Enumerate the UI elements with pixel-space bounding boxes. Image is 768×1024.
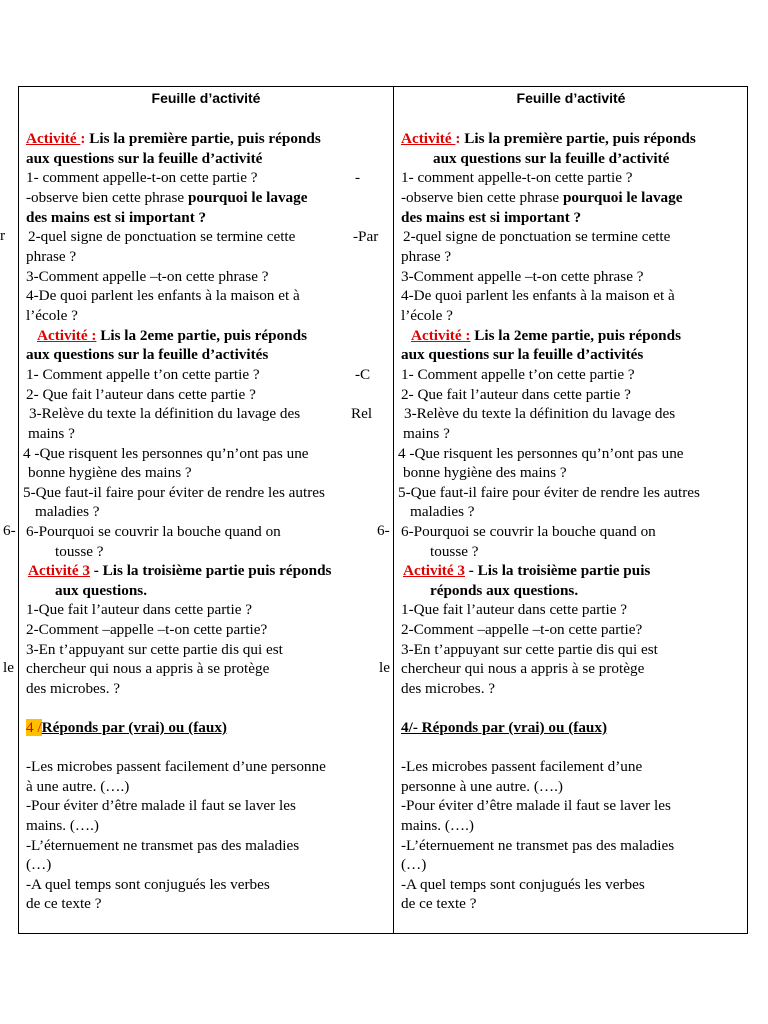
- left-act4-s2b: mains. (….): [26, 817, 99, 834]
- left-act3-q2: 2-Comment –appelle –t-on cette partie?: [26, 621, 268, 638]
- left-act4-s3b: (…): [26, 856, 52, 873]
- left-act2-q4a: 4 -Que risquent les personnes qu’n’ont pas une: [23, 445, 309, 462]
- left-act3-q3b: chercheur qui nous a appris à se protège: [26, 660, 270, 677]
- left-act2-q6a: 6-Pourquoi se couvrir la bouche quand on: [26, 523, 281, 540]
- left-act2-q2: 2- Que fait l’auteur dans cette partie ?: [26, 386, 256, 403]
- left-act3-heading-b: aux questions.: [55, 582, 148, 599]
- left-margin-par: -Par: [353, 228, 379, 245]
- left-title: Feuille d’activité: [151, 90, 261, 106]
- right-act2-q5a: 5-Que faut-il faire pour éviter de rendre les autres: [398, 484, 700, 501]
- left-act4-s4a: -A quel temps sont conjugués les verbes: [26, 876, 270, 893]
- left-act1-heading: Activité : Lis la première partie, puis réponds: [26, 130, 321, 147]
- left-margin-dash: -: [355, 169, 361, 186]
- left-act4-heading: 4 /Réponds par (vrai) ou (faux): [26, 719, 227, 736]
- right-act4-s1a: -Les microbes passent facilement d’une: [401, 758, 643, 775]
- right-act2-q1: 1- Comment appelle t’on cette partie ?: [401, 366, 635, 383]
- left-act1-q4b: l’école ?: [26, 307, 78, 324]
- right-act2-q6a: 6-Pourquoi se couvrir la bouche quand on: [401, 523, 656, 540]
- right-act1-q2b: phrase ?: [401, 248, 452, 265]
- right-act1-q3: 3-Comment appelle –t-on cette phrase ?: [401, 268, 644, 285]
- left-act4-s2a: -Pour éviter d’être malade il faut se laver les: [26, 797, 296, 814]
- left-act3-q1: 1-Que fait l’auteur dans cette partie ?: [26, 601, 253, 618]
- left-act4-s4b: de ce texte ?: [26, 895, 102, 912]
- right-act2-q3b: mains ?: [403, 425, 450, 442]
- right-act1-q1c: des mains est si important ?: [401, 209, 582, 226]
- outer-margin-le-left: le: [3, 659, 14, 676]
- outer-margin-r: r: [0, 227, 6, 244]
- right-act4-s2a: -Pour éviter d’être malade il faut se laver les: [401, 797, 671, 814]
- left-act4-s1b: à une autre. (….): [26, 778, 130, 795]
- right-act1-q4a: 4-De quoi parlent les enfants à la maison et à: [401, 287, 675, 304]
- right-act1-q1b: -observe bien cette phrase pourquoi le lavage: [401, 189, 683, 206]
- left-act2-q4b: bonne hygiène des mains ?: [28, 464, 192, 481]
- left-act3-q3c: des microbes. ?: [26, 680, 121, 697]
- right-act3-q3a: 3-En t’appuyant sur cette partie dis qui est: [401, 641, 658, 658]
- left-act1-q1c: des mains est si important ?: [26, 209, 207, 226]
- left-act1-q1: 1- comment appelle-t-on cette partie ?: [26, 169, 258, 186]
- left-act3-heading: Activité 3 - Lis la troisième partie puis réponds: [28, 562, 332, 579]
- left-column: [19, 87, 394, 933]
- right-act3-q3b: chercheur qui nous a appris à se protège: [401, 660, 645, 677]
- right-act2-q4b: bonne hygiène des mains ?: [403, 464, 567, 481]
- outer-margin-six-left: 6-: [3, 522, 16, 539]
- right-act3-q3c: des microbes. ?: [401, 680, 496, 697]
- right-act1-heading: Activité : Lis la première partie, puis réponds: [401, 130, 696, 147]
- right-act2-q4a: 4 -Que risquent les personnes qu’n’ont pas une: [398, 445, 684, 462]
- right-act1-q2a: 2-quel signe de ponctuation se termine cette: [403, 228, 671, 245]
- left-act2-q5a: 5-Que faut-il faire pour éviter de rendre les autres: [23, 484, 325, 501]
- left-act2-q6b: tousse ?: [55, 543, 104, 560]
- right-act2-q3a: 3-Relève du texte la définition du lavage des: [404, 405, 676, 422]
- right-act2-q5b: maladies ?: [410, 503, 475, 520]
- right-act4-s4b: de ce texte ?: [401, 895, 477, 912]
- left-act4-s1a: -Les microbes passent facilement d’une personne: [26, 758, 326, 775]
- right-act1-heading-b: aux questions sur la feuille d’activité: [433, 150, 670, 167]
- right-act4-s1b: personne à une autre. (….): [401, 778, 563, 795]
- left-margin-c: -C: [355, 366, 371, 383]
- right-act2-heading: Activité : Lis la 2eme partie, puis réponds: [411, 327, 681, 344]
- right-act1-q4b: l’école ?: [401, 307, 453, 324]
- right-act3-heading: Activité 3 - Lis la troisième partie puis: [403, 562, 651, 579]
- right-act3-q2: 2-Comment –appelle –t-on cette partie?: [401, 621, 643, 638]
- left-act2-q3b: mains ?: [28, 425, 75, 442]
- left-act2-q5b: maladies ?: [35, 503, 100, 520]
- left-act2-q3a: 3-Relève du texte la définition du lavage des: [29, 405, 301, 422]
- left-act4-s3a: -L’éternuement ne transmet pas des maladies: [26, 837, 300, 854]
- right-act4-s4a: -A quel temps sont conjugués les verbes: [401, 876, 645, 893]
- left-act1-q2b: phrase ?: [26, 248, 77, 265]
- outer-margin-six-right: 6-: [377, 522, 390, 539]
- left-act1-heading-b: aux questions sur la feuille d’activité: [26, 150, 263, 167]
- right-column: [393, 87, 749, 933]
- left-act1-q2a: 2-quel signe de ponctuation se termine cette: [28, 228, 296, 245]
- left-act1-q4a: 4-De quoi parlent les enfants à la maison et à: [26, 287, 300, 304]
- activity-sheet: [18, 86, 748, 934]
- right-act4-heading: 4/- Réponds par (vrai) ou (faux): [401, 719, 608, 736]
- left-act2-q1: 1- Comment appelle t’on cette partie ?: [26, 366, 260, 383]
- right-act2-q2: 2- Que fait l’auteur dans cette partie ?: [401, 386, 631, 403]
- right-act2-heading-b: aux questions sur la feuille d’activités: [401, 346, 644, 363]
- right-title: Feuille d’activité: [516, 90, 626, 106]
- left-act2-heading-b: aux questions sur la feuille d’activités: [26, 346, 269, 363]
- left-act3-q3a: 3-En t’appuyant sur cette partie dis qui est: [26, 641, 283, 658]
- left-act1-q3: 3-Comment appelle –t-on cette phrase ?: [26, 268, 269, 285]
- right-act4-s3a: -L’éternuement ne transmet pas des maladies: [401, 837, 675, 854]
- left-margin-rel: Rel: [351, 405, 373, 422]
- outer-margin-le-right: le: [379, 659, 390, 676]
- right-act4-s3b: (…): [401, 856, 427, 873]
- left-act2-heading: Activité : Lis la 2eme partie, puis réponds: [37, 327, 307, 344]
- right-act2-q6b: tousse ?: [430, 543, 479, 560]
- right-act4-s2b: mains. (….): [401, 817, 474, 834]
- left-act1-q1b: -observe bien cette phrase pourquoi le lavage: [26, 189, 308, 206]
- right-act3-heading-b: réponds aux questions.: [430, 582, 579, 599]
- right-act1-q1: 1- comment appelle-t-on cette partie ?: [401, 169, 633, 186]
- right-act3-q1: 1-Que fait l’auteur dans cette partie ?: [401, 601, 628, 618]
